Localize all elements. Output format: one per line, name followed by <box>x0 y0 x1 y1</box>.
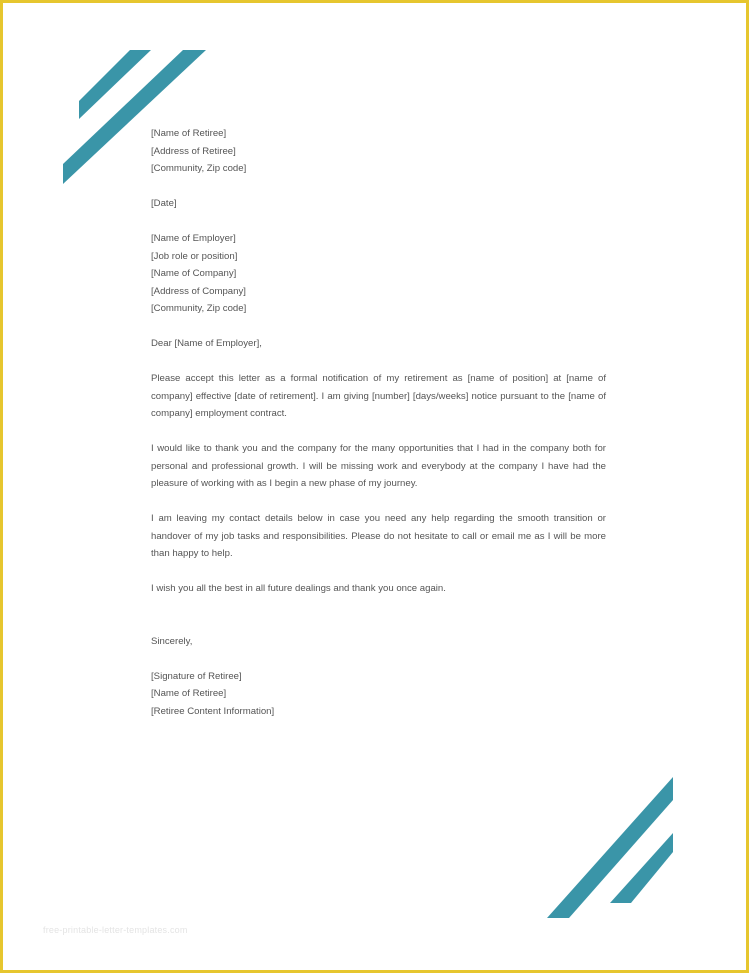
spacer <box>151 353 606 371</box>
sender-community: [Community, Zip code] <box>151 163 247 174</box>
sender-name: [Name of Retiree] <box>151 128 227 139</box>
spacer <box>151 493 606 511</box>
spacer <box>151 318 606 336</box>
sender-address: [Address of Retiree] <box>151 145 236 157</box>
letter-body <box>151 125 606 720</box>
paragraph-wishes: I wish you all the best in all future dealings and thank you once again. <box>151 583 446 594</box>
spacer <box>151 598 606 633</box>
recipient-name: [Name of Employer] <box>151 233 236 244</box>
paragraph-thanks: I would like to thank you and the company for the many opportunities that I had in the company both for personal and professional growth. I will be missing work and everybody at the company I have had the pleasure of working with as I begin a new phase of my journey. <box>151 443 606 489</box>
spacer <box>151 423 606 441</box>
signature-name: [Name of Retiree] <box>151 688 227 699</box>
spacer <box>151 213 606 231</box>
closing: Sincerely, <box>151 635 193 647</box>
recipient-community: [Community, Zip code] <box>151 303 247 314</box>
spacer <box>151 650 606 668</box>
spacer <box>151 563 606 581</box>
bottom-right-stripe-long <box>547 777 673 918</box>
letter-date: [Date] <box>151 198 177 209</box>
paragraph-notification: Please accept this letter as a formal notification of my retirement as [name of position] at [name of company] effective [date of retirement]. I am giving [number] [days/weeks] notice pursuant to the [name of company] employment contract. <box>151 373 606 419</box>
signature-contact: [Retiree Content Information] <box>151 705 275 717</box>
recipient-address: [Address of Company] <box>151 285 246 297</box>
watermark-text: free-printable-letter-templates.com <box>43 925 188 935</box>
spacer <box>151 178 606 196</box>
paragraph-contact: I am leaving my contact details below in case you need any help regarding the smooth transition or handover of my job tasks and responsibilities. Please do not hesitate to call or email me as I will be more than happy to help. <box>151 513 606 559</box>
signature-line: [Signature of Retiree] <box>151 670 242 682</box>
recipient-company: [Name of Company] <box>151 268 237 279</box>
salutation: Dear [Name of Employer], <box>151 338 262 349</box>
recipient-role: [Job role or position] <box>151 250 238 262</box>
